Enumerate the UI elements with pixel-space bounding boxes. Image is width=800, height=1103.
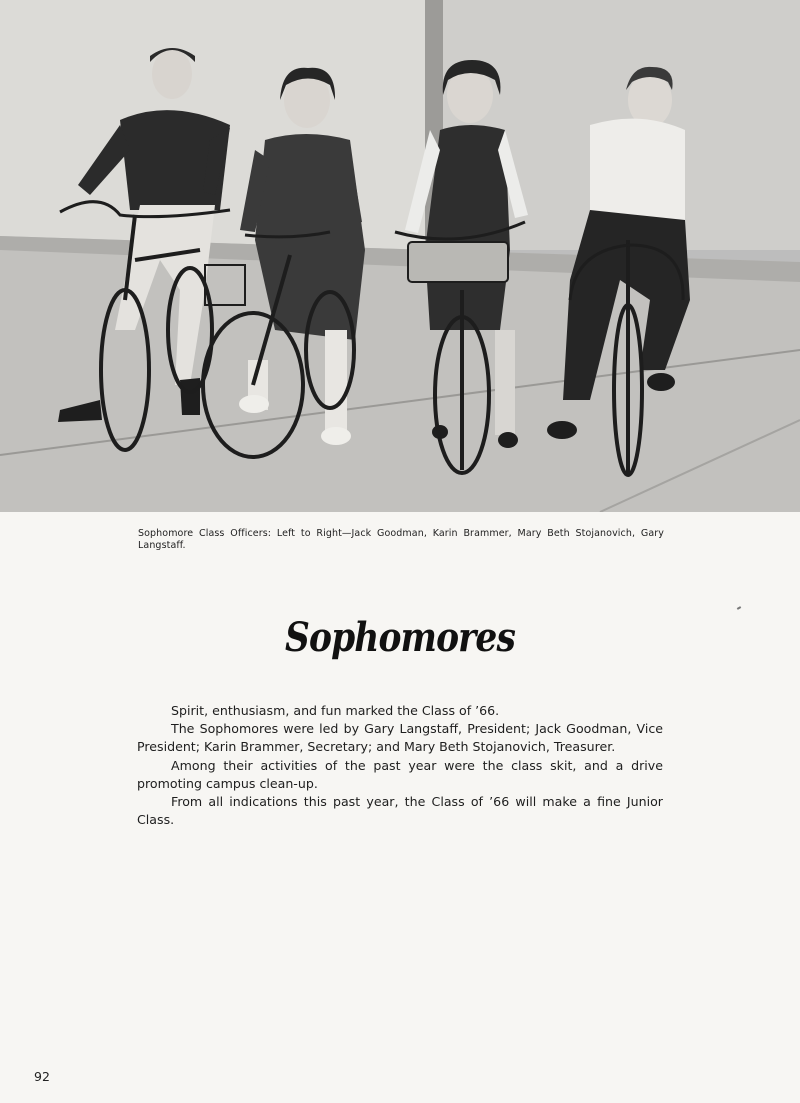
class-officers-photo bbox=[0, 0, 800, 512]
paragraph: Spirit, enthusiasm, and fun marked the Class of ’66. bbox=[171, 703, 500, 718]
photo-caption: Sophomore Class Officers: Left to Right—Jack Goodman, Karin Brammer, Mary Beth Stojanovich, Gary Langstaff. bbox=[138, 528, 664, 551]
page-title: Sophomores bbox=[285, 614, 515, 661]
page-number: 92 bbox=[34, 1069, 50, 1084]
print-speck bbox=[737, 606, 741, 610]
paragraph: From all indications this past year, the Class of ’66 will make a fine Junior Class. bbox=[137, 794, 663, 828]
article-body bbox=[137, 702, 663, 829]
paragraph: The Sophomores were led by Gary Langstaff, President; Jack Goodman, Vice President; Karin Brammer, Secretary; and Mary Beth Stojanovich, Treasurer. bbox=[137, 721, 663, 755]
paragraph: Among their activities of the past year were the class skit, and a drive promoting campus clean-up. bbox=[137, 757, 663, 791]
